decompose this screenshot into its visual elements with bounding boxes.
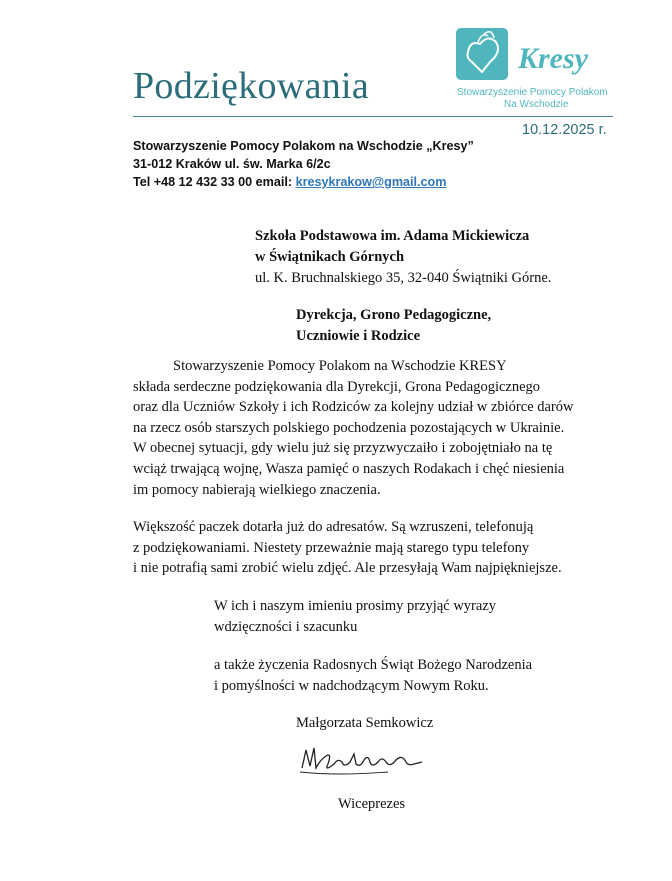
kresy-logo	[448, 22, 618, 112]
sender-phone: Tel +48 12 432 33 00 email:	[133, 175, 296, 189]
closing-line: i pomyślności w nadchodzącym Nowym Roku.	[214, 677, 489, 694]
logo-subtitle-1: Stowarzyszenie Pomocy Polakom	[457, 87, 608, 98]
body-line: W obecnej sytuacji, gdy wielu już się przyzwyczaiło i zobojętniało na tę	[133, 440, 553, 457]
greeting-line-2: Uczniowie i Rodzice	[296, 328, 421, 344]
body-line: oraz dla Uczniów Szkoły i ich Rodziców za kolejny udział w zbiórce darów	[133, 399, 574, 416]
body-line: na rzecz osób starszych polskiego pochodzenia pozostających w Ukrainie.	[133, 419, 565, 436]
closing-line: a także życzenia Radosnych Świąt Bożego Narodzenia	[214, 657, 533, 673]
recipient-block	[255, 226, 551, 289]
closing-wishes	[214, 655, 532, 696]
greeting-block	[296, 305, 491, 347]
body-line: Większość paczek dotarła już do adresatów. Są wzruszeni, telefonują	[133, 519, 534, 535]
body-line: i nie potrafią sami zrobić wielu zdjęć. Ale przesyłają Wam najpiękniejsze.	[133, 560, 562, 577]
sender-block	[133, 137, 474, 191]
sender-org: Stowarzyszenie Pomocy Polakom na Wschodzie „Kresy”	[133, 139, 474, 153]
sender-address: 31-012 Kraków ul. św. Marka 6/2c	[133, 157, 331, 171]
body-paragraph-1	[133, 356, 603, 500]
handwritten-signature	[298, 738, 426, 778]
title-rule	[133, 116, 613, 117]
recipient-line-1: Szkoła Podstawowa im. Adama Mickiewicza	[255, 228, 530, 244]
email-link[interactable]: kresykrakow@gmail.com	[295, 175, 447, 189]
closing-line: wdzięczności i szacunku	[214, 618, 358, 635]
logo-brand: Kresy	[518, 42, 588, 75]
body-paragraph-2	[133, 517, 603, 579]
closing-line: W ich i naszym imieniu prosimy przyjąć wyrazy	[214, 598, 496, 614]
recipient-line-2: w Świątnikach Górnych	[255, 249, 405, 265]
greeting-line-1: Dyrekcja, Grono Pedagogiczne,	[296, 307, 492, 323]
recipient-line-3: ul. K. Bruchnalskiego 35, 32-040 Świątniki Górne.	[255, 270, 552, 286]
body-line: z podziękowaniami. Niestety przeważnie mają starego typu telefony	[133, 539, 530, 556]
letter-date: 10.12.2025 r.	[522, 122, 607, 138]
closing-regards	[214, 596, 496, 637]
signatory-name: Małgorzata Semkowicz	[296, 715, 434, 731]
body-line: Stowarzyszenie Pomocy Polakom na Wschodzie KRESY	[173, 358, 507, 374]
body-line: składa serdeczne podziękowania dla Dyrekcji, Grona Pedagogicznego	[133, 378, 541, 395]
body-line: wciąż trwającą wojnę, Wasza pamięć o naszych Rodakach i chęć niesienia	[133, 460, 565, 477]
signatory-role: Wiceprezes	[338, 796, 406, 812]
logo-subtitle-2: Na Wschodzie	[504, 99, 569, 110]
page-title: Podziękowania	[133, 65, 370, 107]
sender-contact	[133, 173, 474, 191]
body-line: im pomocy nabierają wielkiego znaczenia.	[133, 481, 381, 498]
